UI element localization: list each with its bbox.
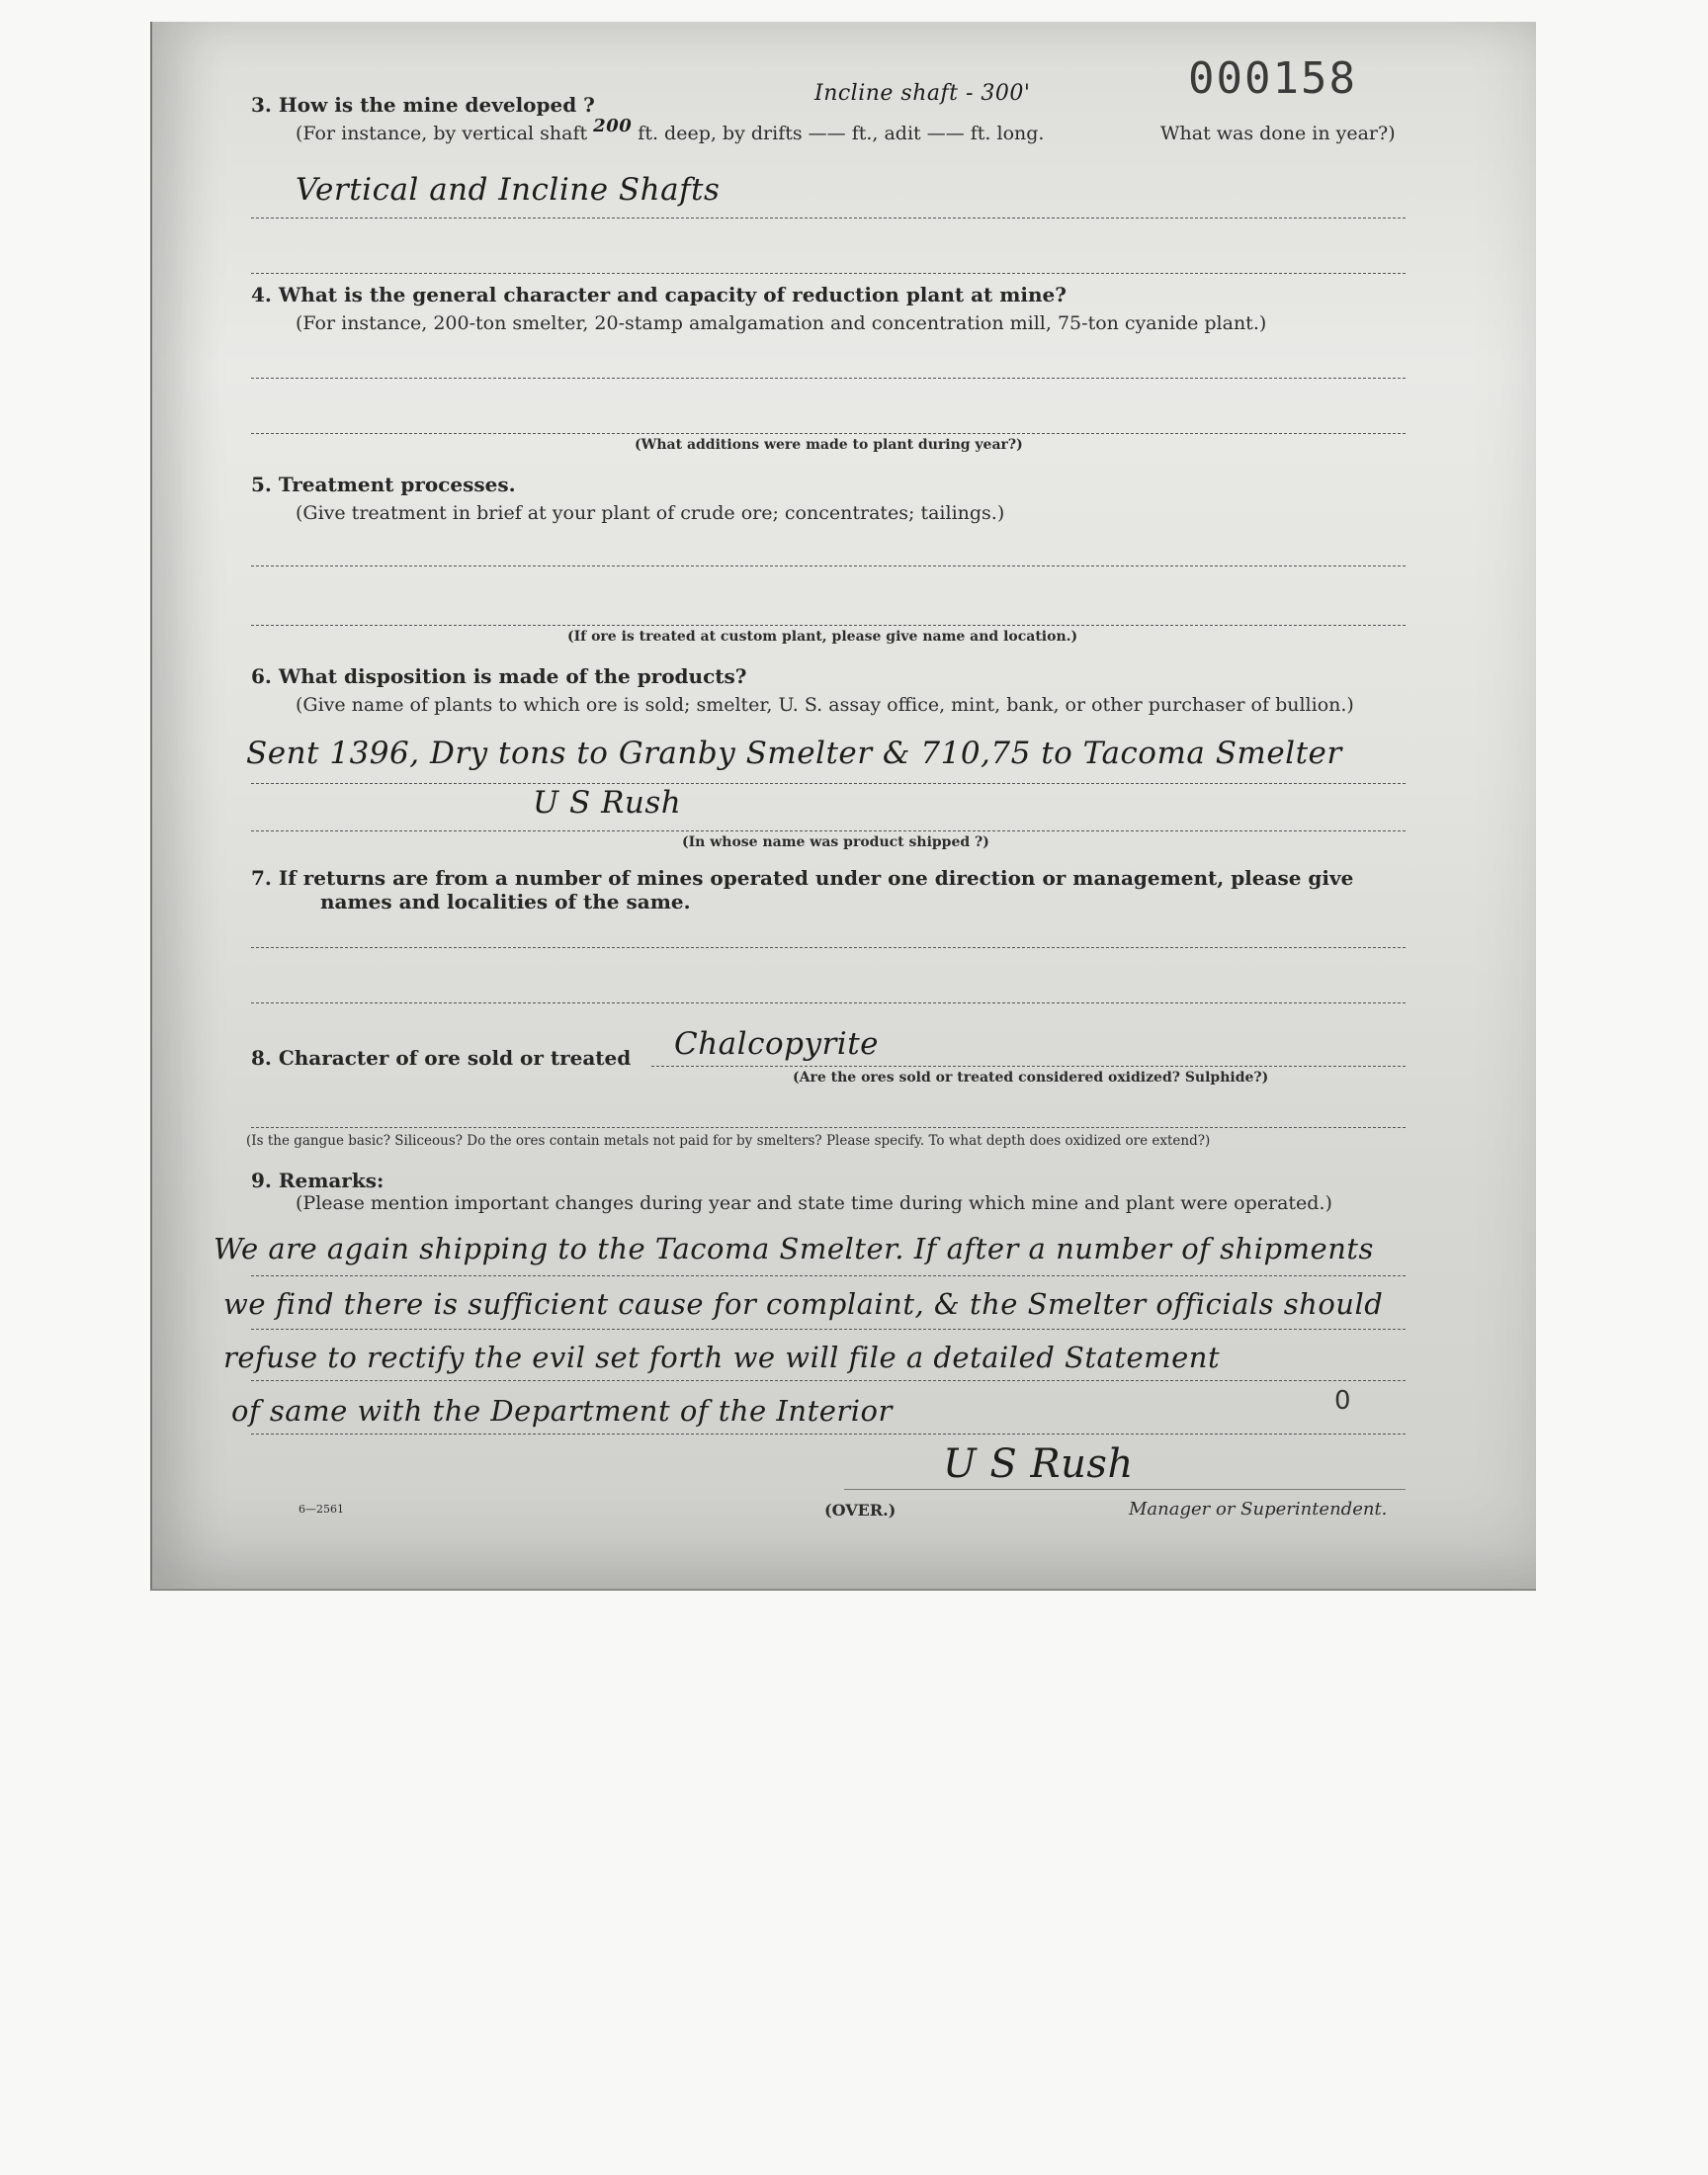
q6-note: (In whose name was product shipped ?) bbox=[682, 834, 989, 850]
q8-note: (Are the ores sold or treated considered oxidized? Sulphide?) bbox=[793, 1070, 1269, 1086]
answer-line bbox=[251, 830, 1406, 831]
serial-number: 000158 bbox=[1188, 53, 1357, 104]
answer-line bbox=[251, 433, 1406, 434]
answer-line bbox=[251, 1002, 1406, 1003]
manager-title: Manager or Superintendent. bbox=[1129, 1499, 1388, 1520]
answer-line bbox=[251, 1434, 1406, 1435]
q8-gangue-note: (Is the gangue basic? Siliceous? Do the ores contain metals not paid for by smelters? Please specify. To what depth does oxidized ore extend?) bbox=[246, 1133, 1211, 1149]
q6-answer: Sent 1396, Dry tons to Granby Smelter & 710,75 to Tacoma Smelter bbox=[246, 736, 1342, 771]
q6-question: 6. What disposition is made of the products? bbox=[251, 664, 747, 688]
q8-answer: Chalcopyrite bbox=[674, 1026, 880, 1062]
q3-instruction-end: What was done in year?) bbox=[1160, 123, 1396, 144]
q5-question: 5. Treatment processes. bbox=[251, 473, 516, 496]
answer-line bbox=[251, 1275, 1406, 1276]
q4-question: 4. What is the general character and capacity of reduction plant at mine? bbox=[251, 283, 1067, 306]
remarks-line: of same with the Department of the Interior bbox=[231, 1394, 893, 1428]
answer-line bbox=[251, 273, 1406, 274]
q7-question: 7. If returns are from a number of mines operated under one direction or management, please give bbox=[251, 866, 1354, 890]
q3-answer: Vertical and Incline Shafts bbox=[296, 172, 721, 208]
q6-instruction: (Give name of plants to which ore is sold; smelter, U. S. assay office, mint, bank, or other purchaser of bullion.) bbox=[296, 694, 1354, 716]
answer-line bbox=[251, 783, 1406, 784]
q4-note: (What additions were made to plant during year?) bbox=[635, 437, 1023, 453]
stray-mark: 0 bbox=[1334, 1386, 1351, 1416]
q8-question: 8. Character of ore sold or treated bbox=[251, 1046, 632, 1070]
answer-line bbox=[251, 378, 1406, 379]
q4-instruction: (For instance, 200-ton smelter, 20-stamp amalgamation and concentration mill, 75-ton cyanide plant.) bbox=[296, 312, 1267, 334]
q7-question-cont: names and localities of the same. bbox=[320, 890, 691, 914]
answer-line bbox=[251, 1127, 1406, 1128]
form-page bbox=[150, 22, 1536, 1591]
remarks-line: we find there is sufficient cause for complaint, & the Smelter officials should bbox=[223, 1287, 1384, 1321]
answer-line bbox=[251, 625, 1406, 626]
q3-shaft-depth: 200 bbox=[593, 116, 633, 136]
signature-line bbox=[844, 1489, 1406, 1490]
answer-line bbox=[651, 1066, 1406, 1067]
q5-note: (If ore is treated at custom plant, please give name and location.) bbox=[567, 629, 1078, 645]
q3-question: 3. How is the mine developed ? bbox=[251, 93, 595, 117]
q3-instruction: (For instance, by vertical shaft 200 ft. deep, by drifts —— ft., adit —— ft. long. bbox=[296, 116, 1045, 144]
answer-line bbox=[251, 947, 1406, 948]
signature: U S Rush bbox=[943, 1441, 1134, 1487]
q3-handwritten-note: Incline shaft - 300' bbox=[814, 81, 1031, 106]
q5-instruction: (Give treatment in brief at your plant of crude ore; concentrates; tailings.) bbox=[296, 502, 1005, 524]
q9-question: 9. Remarks: bbox=[251, 1169, 384, 1192]
q9-instruction: (Please mention important changes during year and state time during which mine and plant were operated.) bbox=[296, 1192, 1332, 1214]
q6-shipper: U S Rush bbox=[533, 785, 682, 821]
remarks-line: refuse to rectify the evil set forth we will file a detailed Statement bbox=[223, 1341, 1221, 1374]
answer-line bbox=[251, 1329, 1406, 1330]
answer-line bbox=[251, 1380, 1406, 1381]
remarks-line: We are again shipping to the Tacoma Smelter. If after a number of shipments bbox=[214, 1232, 1374, 1265]
over-label: (OVER.) bbox=[824, 1501, 897, 1520]
form-number: 6—2561 bbox=[299, 1503, 344, 1516]
